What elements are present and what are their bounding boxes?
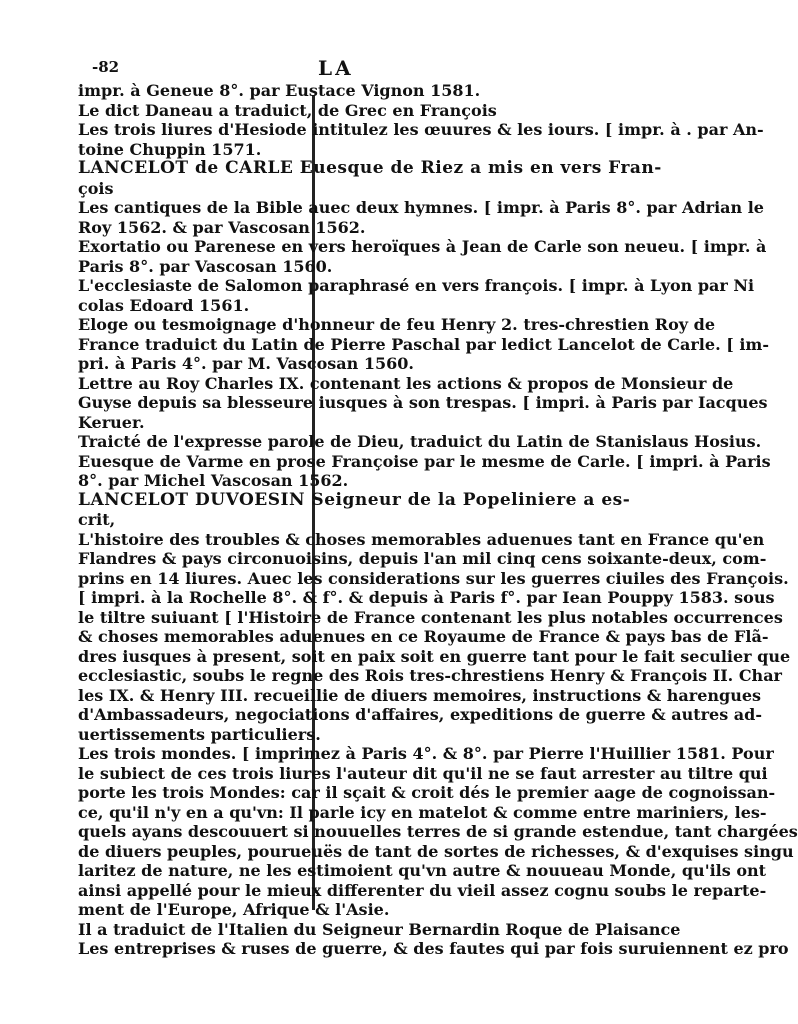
text-line: [ impri. à la Rochelle 8°. & f°. & depuis à Paris f°. par Iean Pouppy 1583. sous	[78, 588, 775, 607]
text-line: Les entreprises & ruses de guerre, & des fautes qui par fois suruiennent ez pro	[78, 939, 789, 958]
text-line: le tiltre suiuant [ l'Histoire de France contenant les plus notables occurrences	[78, 607, 783, 627]
text-line: Guyse depuis sa blesseure iusques à son trespas. [ impri. à Paris par Iacques	[78, 393, 768, 412]
text-line: colas Edoard 1561.	[78, 295, 250, 315]
text-line: Les cantiques de la Bible auec deux hymnes. [ impr. à Paris 8°. par Adrian le	[78, 198, 764, 217]
text-line: Les trois mondes. [ imprimez à Paris 4°. & 8°. par Pierre l'Huillier 1581. Pour	[78, 744, 774, 763]
text-line: Il a traduict de l'Italien du Seigneur Bernardin Roque de Plaisance	[78, 919, 681, 939]
running-head: LA	[318, 56, 354, 80]
page-number: -82	[92, 58, 120, 76]
text-line: LANCELOT de CARLE Euesque de Riez a mis en vers Fran-	[78, 158, 662, 178]
text-line: Exortatio ou Parenese en vers heroïques à Jean de Carle son neueu. [ impr. à	[78, 237, 767, 256]
text-line: Roy 1562. & par Vascosan 1562.	[78, 217, 366, 237]
text-line: ainsi appellé pour le mieux differenter du vieil assez cognu soubs le reparte-	[78, 880, 767, 900]
text-line: quels ayans descouuert si nouuelles terres de si grande estendue, tant chargées	[78, 822, 798, 841]
text-line: France traduict du Latin de Pierre Paschal par ledict Lancelot de Carle. [ im-	[78, 334, 769, 354]
text-line: toine Chuppin 1571.	[78, 139, 262, 159]
text-line: Lettre au Roy Charles IX. contenant les actions & propos de Monsieur de	[78, 373, 734, 393]
text-line: & choses memorables aduenues en ce Royaume de France & pays bas de Flã-	[78, 627, 769, 646]
text-line: Les trois liures d'Hesiode intitulez les œuures & les iours. [ impr. à . par An-	[78, 120, 764, 139]
text-line: crit,	[78, 510, 116, 529]
text-line: laritez de nature, ne les estimoient qu'vn autre & nouueau Monde, qu'ils ont	[78, 861, 767, 880]
text-line: 8°. par Michel Vascosan 1562.	[78, 471, 349, 490]
text-line: ce, qu'il n'y en a qu'vn: Il parle icy en matelot & comme entre mariniers, les-	[78, 802, 767, 822]
text-line: pri. à Paris 4°. par M. Vascosan 1560.	[78, 354, 414, 373]
text-line: Le dict Daneau a traduict, de Grec en François	[78, 100, 497, 120]
text-line: les IX. & Henry III. recueillie de diuers memoires, instructions & harengues	[78, 685, 762, 705]
text-line: Keruer.	[78, 412, 145, 432]
text-line: Eloge ou tesmoignage d'honneur de feu Henry 2. tres-chrestien Roy de	[78, 315, 716, 334]
text-line: Traicté de l'expresse parole de Dieu, traduict du Latin de Stanislaus Hosius.	[78, 432, 762, 451]
text-line: d'Ambassadeurs, negociations d'affaires, expeditions de guerre & autres ad-	[78, 705, 762, 724]
text-line: de diuers peuples, pourueuës de tant de sortes de richesses, & d'exquises singu	[78, 841, 794, 861]
text-line: ecclesiastic, soubs le regne des Rois tres-chrestiens Henry & François II. Char	[78, 666, 782, 685]
text-line: uertissements particuliers.	[78, 724, 321, 744]
text-line: dres iusques à present, soit en paix soit en guerre tant pour le fait seculier que	[78, 646, 791, 666]
text-line: Flandres & pays circonuoisins, depuis l'an mil cinq cens soixante-deux, com-	[78, 549, 767, 568]
text-line: prins en 14 liures. Auec les considerations sur les guerres ciuiles des François.	[78, 568, 789, 588]
text-line: impr. à Geneue 8°. par Eustace Vignon 1581.	[78, 81, 481, 100]
text-line: çois	[78, 178, 114, 198]
text-line: L'ecclesiaste de Salomon paraphrasé en vers françois. [ impr. à Lyon par Ni	[78, 276, 755, 295]
text-line: LANCELOT DUVOESIN Seigneur de la Popeliniere a es-	[78, 489, 631, 510]
text-line: porte les trois Mondes: car il sçait & croit dés le premier aage de cognoissan-	[78, 783, 776, 802]
text-line: L'histoire des troubles & choses memorables aduenues tant en France qu'en	[78, 529, 765, 549]
text-line: ment de l'Europe, Afrique & l'Asie.	[78, 900, 390, 919]
text-line: le subiect de ces trois liures l'auteur dit qu'il ne se faut arrester au tiltre qui	[78, 763, 768, 783]
text-line: Paris 8°. par Vascosan 1560.	[78, 256, 333, 276]
text-line: Euesque de Varme en prose Françoise par le mesme de Carle. [ impri. à Paris	[78, 451, 771, 471]
